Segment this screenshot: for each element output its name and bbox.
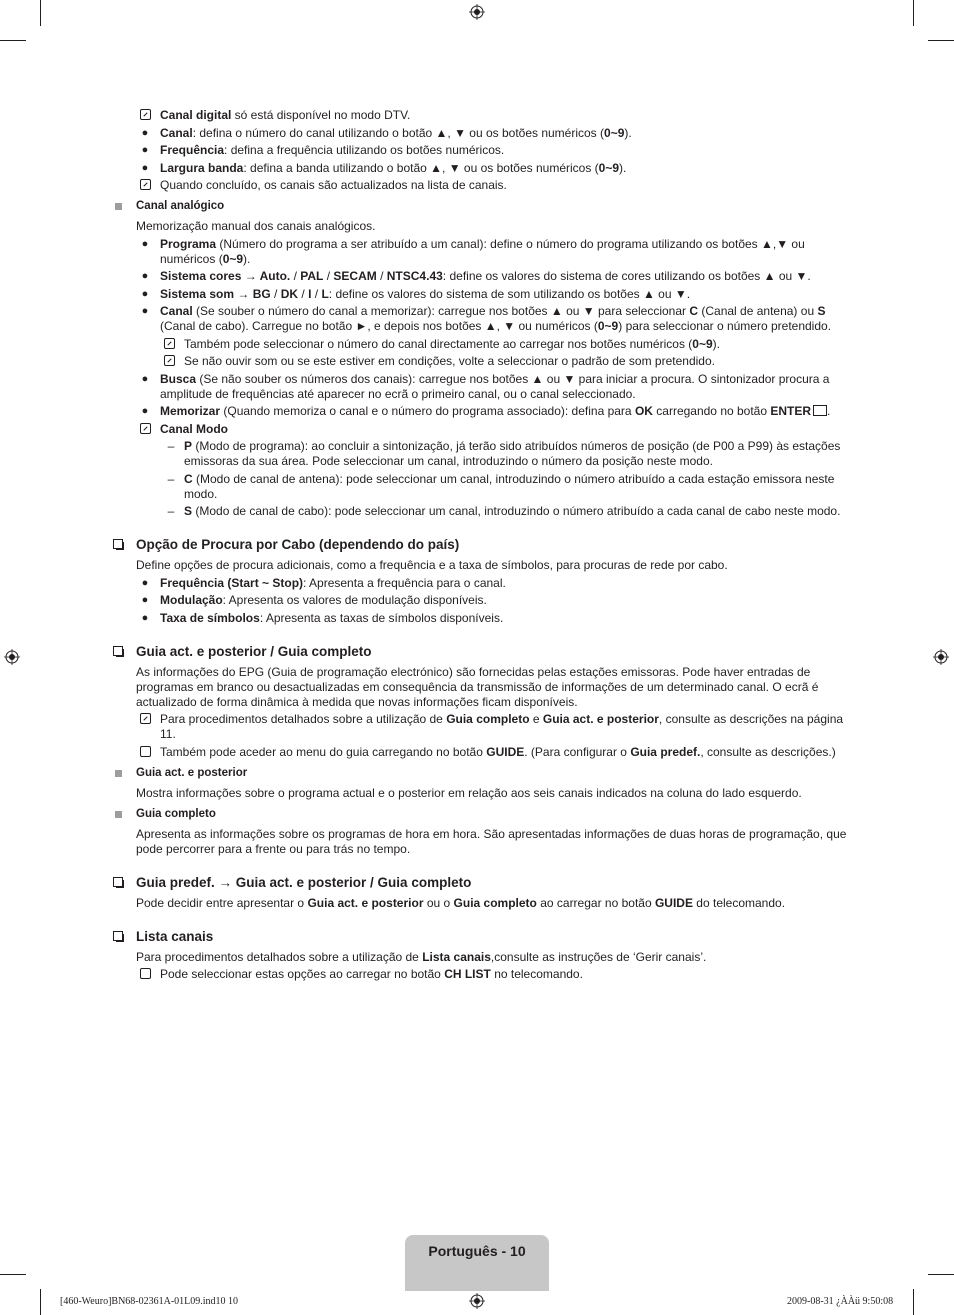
remote-tip-icon xyxy=(140,746,151,757)
tip-marker xyxy=(138,968,152,984)
tip-marker xyxy=(138,746,152,762)
note-item xyxy=(112,354,847,369)
text-run: : define os valores do sistema de cores utilizando os botões ▲ ou ▼. xyxy=(442,269,811,283)
note-icon xyxy=(140,423,151,434)
text-run: (Se não souber os números dos canais): carregue nos botões ▲ ou ▼ para iniciar a procura. O sintonizador procura a amplitude de frequências até aparecer no ecrã o primeiro canal, ou o canal seleccionado. xyxy=(160,371,830,401)
enter-key-icon xyxy=(813,405,827,416)
subsection-heading xyxy=(112,766,847,781)
text-run: ou o xyxy=(423,895,454,910)
bullet-icon: ● xyxy=(141,126,149,139)
bold-term: Memorizar xyxy=(160,404,221,418)
text-run: : defina o número do canal utilizando o botão ▲, ▼ ou os botões numéricos ( xyxy=(192,125,605,140)
note-marker xyxy=(138,109,152,125)
text-run: no telecomando. xyxy=(490,967,583,981)
bold-term: 0~9 xyxy=(604,125,625,140)
tip-item xyxy=(112,967,847,982)
note-item xyxy=(112,178,847,193)
text-run: , consulte as descrições na página 11. xyxy=(160,712,844,741)
bold-term: NTSC4.43 xyxy=(386,269,443,283)
bold-term: Sistema cores → Auto. xyxy=(160,269,291,283)
bold-term: C xyxy=(689,304,699,318)
checkbox-square-icon xyxy=(113,931,123,941)
bullet-item xyxy=(112,304,847,334)
text-run: / xyxy=(298,286,309,301)
text-run: (Canal de antena) ou xyxy=(698,304,818,318)
bullet-item xyxy=(112,269,847,284)
page-number: Português - 10 xyxy=(428,1243,526,1259)
dash-icon: – xyxy=(167,471,175,486)
text-run: ,consulte as instruções de ‘Gerir canais’. xyxy=(490,949,707,964)
bold-term: I xyxy=(308,286,312,301)
text-run: (Se souber o número do canal a memorizar): carregue nos botões ▲ ou ▼ para seleccionar xyxy=(192,304,690,318)
text-run: Opção de Procura por Cabo (dependendo do país) xyxy=(136,537,460,552)
note-marker xyxy=(138,423,152,439)
paragraph xyxy=(112,219,847,234)
note-icon xyxy=(164,338,175,349)
text-run: Define opções de procura adicionais, como a frequência e a taxa de símbolos, para procuras de rede por cabo. xyxy=(136,558,728,572)
text-run: Lista canais xyxy=(136,928,214,944)
text-run: : define os valores do sistema de som utilizando os botões ▲ ou ▼. xyxy=(328,286,691,301)
bold-term: Canal Modo xyxy=(160,421,228,436)
text-run: (Canal de cabo). Carregue no botão ►, e depois nos botões ▲, ▼ ou numéricos ( xyxy=(160,319,598,333)
note-marker xyxy=(138,179,152,195)
bold-term: ENTER xyxy=(770,404,812,418)
crop-mark xyxy=(913,0,914,26)
bold-term: Frequência (Start ~ Stop) xyxy=(160,575,304,590)
text-run: Pode seleccionar estas opções ao carregar no botão xyxy=(160,967,445,981)
paragraph xyxy=(112,665,847,710)
bullet-icon: ● xyxy=(141,576,149,589)
note-icon xyxy=(140,109,151,120)
text-run: ). xyxy=(712,336,720,351)
bullet-item xyxy=(112,143,847,158)
crop-mark xyxy=(0,1274,26,1275)
bullet-item xyxy=(112,372,847,402)
text-run: ). xyxy=(243,251,251,266)
bold-term: 0~9 xyxy=(598,160,620,175)
paragraph xyxy=(112,827,847,857)
checkbox-square-icon xyxy=(113,539,123,549)
note-icon xyxy=(164,355,175,366)
bold-term: GUIDE xyxy=(486,744,525,759)
bold-term: L xyxy=(321,286,329,301)
print-slug-left: [460-Weuro]BN68-02361A-01L09.ind10 10 xyxy=(60,1296,239,1307)
bold-term: 0~9 xyxy=(597,319,619,333)
bold-term: Guia completo xyxy=(453,895,537,910)
note-item xyxy=(112,712,847,742)
text-run: : Apresenta as taxas de símbolos disponíveis. xyxy=(259,610,504,625)
text-run: / xyxy=(311,286,322,301)
dash-item xyxy=(112,504,847,519)
bold-term: 0~9 xyxy=(222,251,244,266)
bullet-icon: ● xyxy=(141,305,149,317)
paragraph xyxy=(112,950,847,965)
text-run: carregando no botão xyxy=(652,404,771,418)
note-item xyxy=(112,108,847,123)
text-run: : defina a banda utilizando o botão ▲, ▼ ou os botões numéricos ( xyxy=(243,160,599,175)
registration-mark-icon xyxy=(469,1293,485,1309)
text-run: Para procedimentos detalhados sobre a utilização de xyxy=(160,712,447,726)
text-run: do telecomando. xyxy=(692,895,786,910)
bullet-icon: ● xyxy=(141,144,149,156)
text-run: Guia completo xyxy=(136,807,216,820)
note-item xyxy=(112,337,847,352)
text-run: (Modo de canal de antena): pode seleccionar um canal, introduzindo o número atribuído a cada estação emissora neste modo. xyxy=(184,471,835,501)
text-run: / xyxy=(323,269,334,283)
text-run: ). xyxy=(619,160,627,175)
grey-square-icon xyxy=(115,770,122,777)
bold-term: Guia act. e posterior xyxy=(307,895,424,910)
bold-term: Guia act. e posterior xyxy=(542,712,659,726)
section-heading xyxy=(112,643,847,660)
bold-term: Canal digital xyxy=(160,108,232,122)
bold-term: 0~9 xyxy=(692,336,713,351)
paragraph xyxy=(112,786,847,801)
text-run: (Modo de programa): ao concluir a sintonização, já terão sido atribuídos números de posição (de P00 a P99) às estações emissoras da sua área. Pode seleccionar um canal, introduzindo o número da posição neste modo. xyxy=(184,439,841,468)
bullet-icon: ● xyxy=(141,287,149,300)
text-run: Pode decidir entre apresentar o xyxy=(136,895,308,910)
crop-mark xyxy=(928,1274,954,1275)
bullet-item xyxy=(112,576,847,591)
bold-term: Programa xyxy=(160,236,217,251)
bullet-icon: ● xyxy=(141,161,149,174)
text-run: Quando concluído, os canais são actualizados na lista de canais. xyxy=(160,178,507,192)
bullet-item xyxy=(112,404,847,419)
bold-term: DK xyxy=(280,286,299,301)
text-run: Para procedimentos detalhados sobre a utilização de xyxy=(136,949,423,964)
text-run: só está disponível no modo DTV. xyxy=(231,108,411,122)
text-run: / xyxy=(290,269,301,283)
text-run: . (Para configurar o xyxy=(524,744,631,759)
bullet-icon: ● xyxy=(141,237,149,250)
text-run: Guia act. e posterior xyxy=(136,766,248,779)
text-run: Mostra informações sobre o programa actual e o posterior em relação aos seis canais indicados na coluna do lado esquerdo. xyxy=(136,785,802,800)
text-run: Se não ouvir som ou se este estiver em condições, volte a seleccionar o padrão de som pretendido. xyxy=(184,354,715,368)
text-run: , consulte as descrições.) xyxy=(700,744,836,759)
section-heading xyxy=(112,928,847,945)
text-run: . xyxy=(827,404,831,418)
bold-term: P xyxy=(184,439,193,453)
text-run: Também pode seleccionar o número do canal directamente ao carregar nos botões numéricos ( xyxy=(184,336,693,351)
section-heading xyxy=(112,536,847,553)
bold-term: PAL xyxy=(300,269,324,283)
note-marker xyxy=(162,355,176,371)
text-run: e xyxy=(529,712,543,726)
crop-mark xyxy=(913,1289,914,1315)
text-run: ao carregar no botão xyxy=(536,895,655,910)
bold-term: OK xyxy=(634,404,653,418)
dash-item xyxy=(112,439,847,469)
text-run: : defina a frequência utilizando os botões numéricos. xyxy=(224,143,505,157)
bold-term: Frequência xyxy=(160,143,225,157)
bold-term: GUIDE xyxy=(654,895,693,910)
bullet-item xyxy=(112,593,847,608)
note-icon xyxy=(140,713,151,724)
text-run: (Número do programa a ser atribuído a um canal): define o número do programa utilizando os botões ▲,▼ ou numéricos ( xyxy=(160,236,805,266)
note-marker xyxy=(138,713,152,729)
text-run: : Apresenta a frequência para o canal. xyxy=(303,575,506,590)
section-heading xyxy=(112,874,847,891)
text-run: / xyxy=(376,269,387,283)
bullet-item xyxy=(112,287,847,302)
bold-term: Canal xyxy=(160,125,193,140)
text-run: : Apresenta os valores de modulação disponíveis. xyxy=(222,593,487,607)
grey-square-icon xyxy=(115,203,122,210)
text-run: Guia predef. → Guia act. e posterior / Guia completo xyxy=(136,874,472,890)
bold-term: SECAM xyxy=(333,269,377,283)
bullet-icon: ● xyxy=(141,372,149,385)
bullet-icon: ● xyxy=(141,611,149,624)
note-icon xyxy=(140,179,151,190)
registration-mark-icon xyxy=(933,649,949,665)
bold-term: Taxa de símbolos xyxy=(160,610,260,625)
text-run: Apresenta as informações sobre os programas de hora em hora. São apresentadas informações de duas horas de programação, que pode percorrer para a frente ou para trás no tempo. xyxy=(136,826,847,856)
tip-item xyxy=(112,745,847,760)
text-run: ). xyxy=(624,125,632,140)
crop-mark xyxy=(40,1289,41,1315)
text-run: Guia act. e posterior / Guia completo xyxy=(136,643,372,659)
text-run: Memorização manual dos canais analógicos. xyxy=(136,219,376,233)
bold-term: Canal xyxy=(160,304,193,318)
crop-mark xyxy=(40,0,41,26)
print-slug-right: 2009-08-31 ¿ÀÀü 9:50:08 xyxy=(787,1296,894,1307)
note-marker xyxy=(162,338,176,354)
subsection-heading xyxy=(112,199,847,214)
paragraph xyxy=(112,558,847,573)
crop-mark xyxy=(0,40,26,41)
bullet-icon: ● xyxy=(141,405,149,417)
bold-term: Guia predef. xyxy=(630,744,701,759)
text-run: Canal analógico xyxy=(136,200,225,212)
text-run: / xyxy=(270,286,281,301)
dash-item xyxy=(112,472,847,502)
subsection-heading xyxy=(112,807,847,822)
checkbox-square-icon xyxy=(113,877,123,887)
dash-icon: – xyxy=(167,504,175,518)
bold-term: Lista canais xyxy=(422,949,491,964)
text-run: As informações do EPG (Guia de programação electrónico) são fornecidas pelas estações emissoras. Pode haver entradas de programas em branco ou desactualizadas em consequência da transmissão de informações de um determinado canal. O ecrã é actualizado de forma dinâmica à medida que novas informações ficam disponíveis. xyxy=(136,664,819,709)
crop-mark xyxy=(928,40,954,41)
bullet-item xyxy=(112,611,847,626)
registration-mark-icon xyxy=(4,649,20,665)
text-run: (Modo de canal de cabo): pode seleccionar um canal, introduzindo o número atribuído a cada canal de cabo neste modo. xyxy=(192,504,841,518)
bold-term: S xyxy=(184,504,193,518)
text-run: Também pode aceder ao menu do guia carregando no botão xyxy=(160,744,487,759)
bullet-item xyxy=(112,161,847,176)
text-run: (Quando memoriza o canal e o número do programa associado): defina para xyxy=(220,404,635,418)
bullet-icon: ● xyxy=(141,594,149,606)
bold-term: S xyxy=(817,304,826,318)
bold-term: Largura banda xyxy=(160,160,244,175)
bold-term: Guia completo xyxy=(446,712,530,726)
bold-term: Modulação xyxy=(160,593,223,607)
text-run: ) para seleccionar o número pretendido. xyxy=(618,319,832,333)
note-item xyxy=(112,422,847,437)
paragraph xyxy=(112,896,847,911)
manual-content xyxy=(112,108,847,985)
dash-icon: – xyxy=(167,439,175,453)
remote-tip-icon xyxy=(140,968,151,979)
bold-term: Sistema som → BG xyxy=(160,286,271,301)
bullet-item xyxy=(112,126,847,141)
bold-term: Busca xyxy=(160,371,197,386)
bold-term: C xyxy=(184,471,193,486)
checkbox-square-icon xyxy=(113,646,123,656)
bullet-icon: ● xyxy=(141,270,149,282)
bold-term: CH LIST xyxy=(444,967,491,981)
grey-square-icon xyxy=(115,811,122,818)
registration-mark-icon xyxy=(469,4,485,20)
bullet-item xyxy=(112,237,847,267)
